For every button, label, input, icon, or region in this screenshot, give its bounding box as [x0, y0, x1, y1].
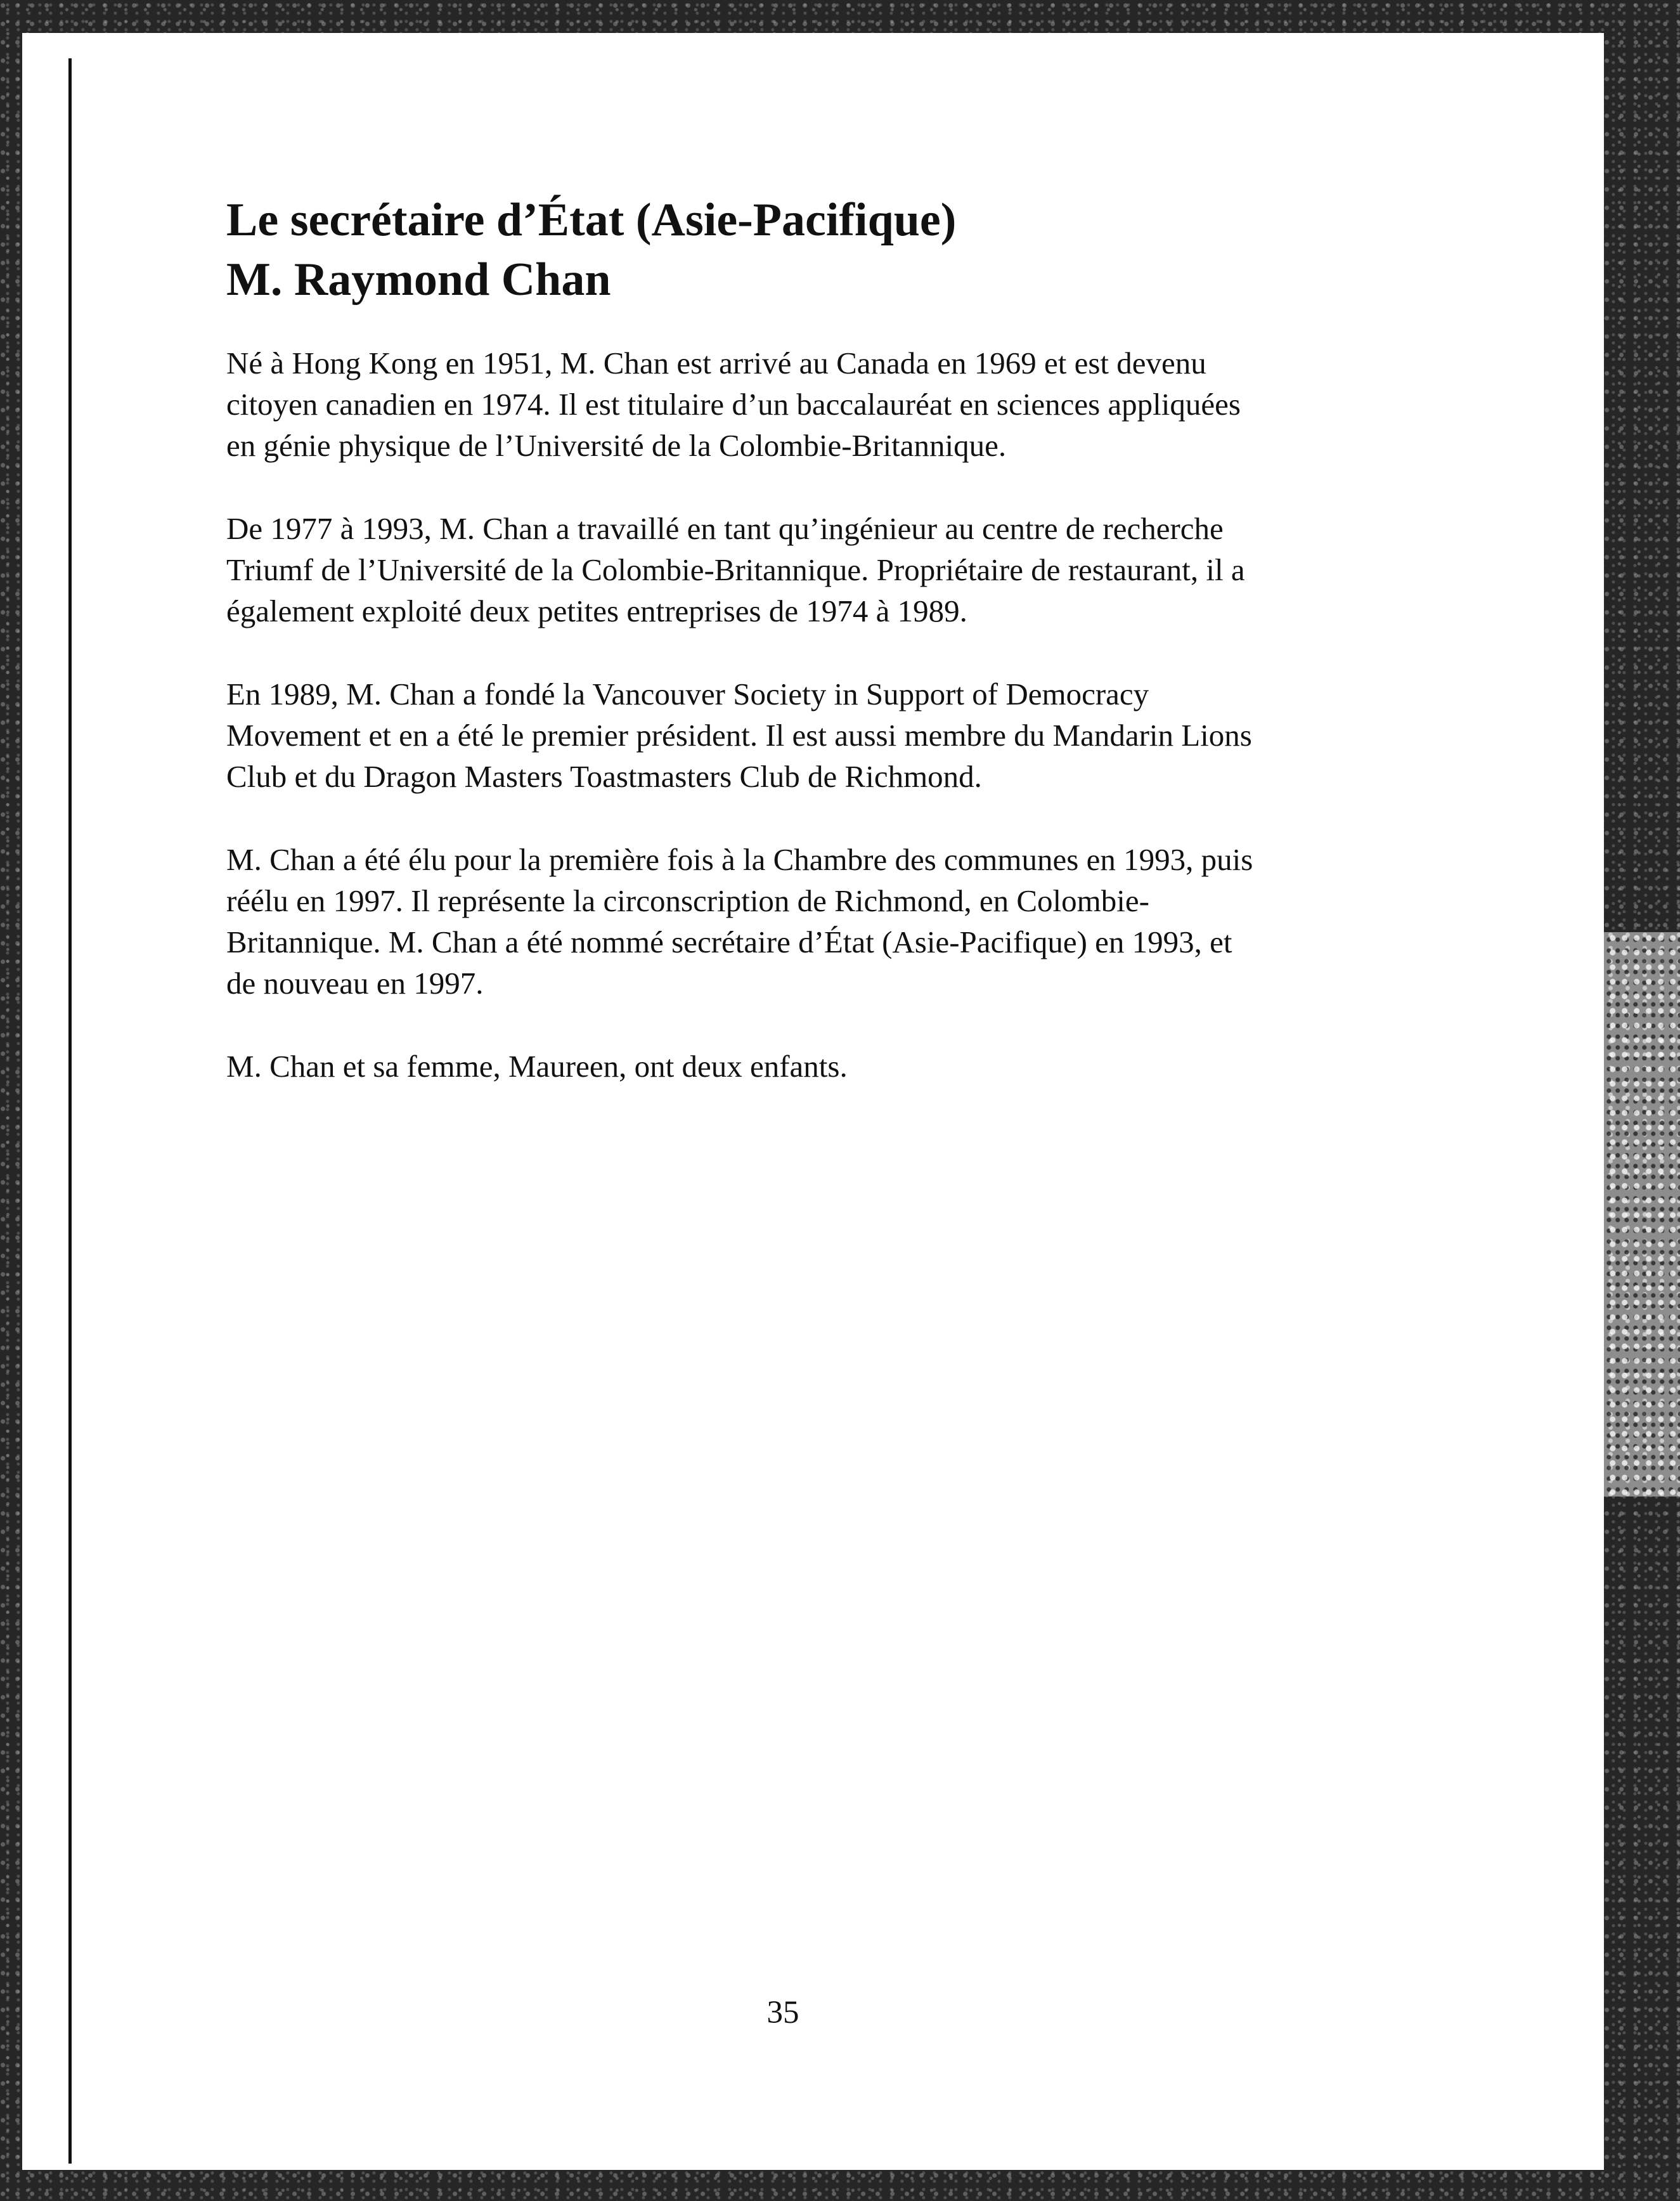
paragraph-career: De 1977 à 1993, M. Chan a travaillé en tant qu’ingénieur au centre de recherche Triumf de l’Université de la Colombie-Britannique. Propriétaire de restaurant, il a également exploité deux petites entreprises de 1974 à 1989.: [226, 511, 1245, 628]
title-line-1: Le secrétaire d’État (Asie-Pacifique): [226, 194, 957, 246]
page-content: [226, 190, 1342, 1129]
page-number: 35: [766, 1995, 799, 2030]
paragraph-community: En 1989, M. Chan a fondé la Vancouver Society in Support of Democracy Movement et en a été le premier président. Il est aussi membre du Mandarin Lions Club et du Dragon Masters Toastmasters Club de Richmond.: [226, 677, 1252, 794]
paragraph-family: M. Chan et sa femme, Maureen, ont deux enfants.: [226, 1049, 848, 1084]
page-title: [226, 190, 1342, 309]
body-text: [226, 342, 1342, 1087]
paragraph-political: M. Chan a été élu pour la première fois à la Chambre des communes en 1993, puis réélu en 1997. Il représente la circonscription de Richmond, en Colombie- Britannique. M. Chan a été nommé secrétaire d’État (Asie-Pacifique) en 1993, et de nouveau en 1997.: [226, 842, 1253, 1001]
title-line-2: M. Raymond Chan: [226, 254, 611, 306]
binding-edge-line: [68, 58, 72, 2164]
paragraph-birth-education: Né à Hong Kong en 1951, M. Chan est arrivé au Canada en 1969 et est devenu citoyen canadien en 1974. Il est titulaire d’un baccalauréat en sciences appliquées en génie physique de l’Université de la Colombie-Britannique.: [226, 346, 1241, 463]
